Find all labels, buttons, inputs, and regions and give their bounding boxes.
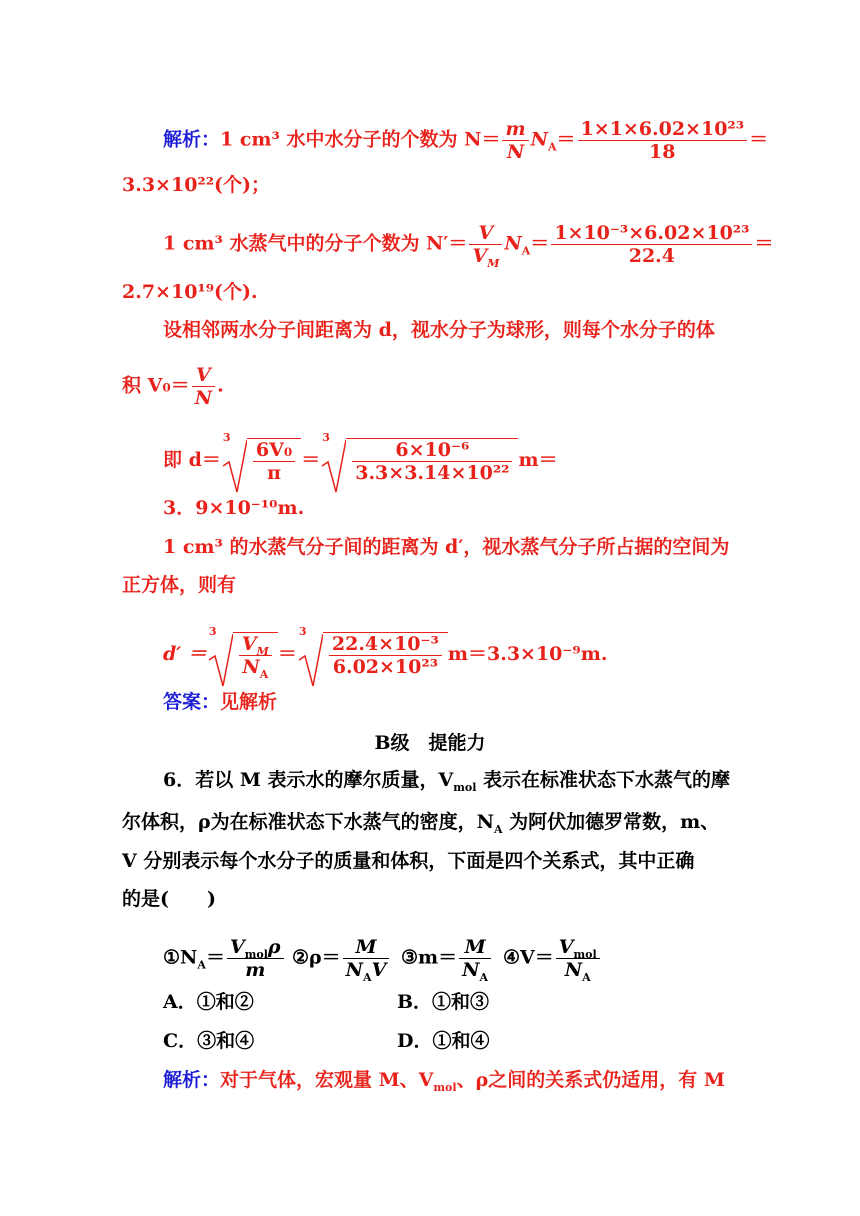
section-title: B级 提能力 xyxy=(374,732,486,754)
analysis-label: 解析： xyxy=(163,1069,221,1091)
formula-4: ④V＝ $\frac{V_{mol}}{N_A}$ xyxy=(503,936,602,981)
formula-3: ③m＝ $\frac{M}{N_A}$ xyxy=(401,936,493,981)
cube-root: 3 $\frac{\text{6×10⁻⁶}}{\text{3.3×3.14×10²²}}$ xyxy=(320,438,518,484)
option-d[interactable]: D．①和④ xyxy=(397,1030,490,1052)
solution-line-1: 解析：1 cm³ 水中水分子的个数为 N＝ $\frac{m}{N}$ $N_A=$ $\frac{\text{1×1×6.02×10²³}}{18}$ ＝ xyxy=(163,118,769,163)
solution-line-6: d′ ＝ 3 $\frac{V_M}{N_A}$ ＝ 3 $\frac{\text{22.4×10⁻³}}{\text{6.02×10²³}}$ m＝3.3×10⁻⁹m. xyxy=(163,632,607,678)
fraction: $\frac{m}{N}$ xyxy=(502,118,528,163)
solution-line-5b: 正方体，则有 xyxy=(122,574,237,596)
solution-line-1b: 3.3×10²²(个)； xyxy=(122,174,271,196)
question-line-2: 尔体积，ρ为在标准状态下水蒸气的密度，$N_A$ 为阿伏加德罗常数，m、 xyxy=(122,811,720,836)
cube-root: 3 $\frac{V_M}{N_A}$ xyxy=(207,632,278,678)
solution-label: 解析： xyxy=(163,128,221,151)
question-line-1: 6．若以 M 表示水的摩尔质量，$V_{mol}$ 表示在标准状态下水蒸气的摩 xyxy=(163,769,731,794)
solution-text: 1 cm³ 水中水分子的个数为 N＝ xyxy=(220,128,501,151)
fraction: $\frac{\text{1×10⁻³×6.02×10²³}}{22.4}$ xyxy=(551,222,752,267)
answer-line xyxy=(163,690,277,714)
cube-root: 3 $\frac{\text{6V₀}}{\pi}$ xyxy=(221,438,301,484)
fraction: $\frac{\text{1×1×6.02×10²³}}{18}$ xyxy=(578,118,748,163)
question-line-3: V 分别表示每个水分子的质量和体积，下面是四个关系式，其中正确 xyxy=(122,850,695,872)
solution-line-3: 设相邻两水分子间距离为 d，视水分子为球形，则每个水分子的体 xyxy=(163,319,715,341)
solution-line-2b: 2.7×10¹⁹(个). xyxy=(122,281,258,303)
solution-line-3b: 积 V₀＝ $\frac{V}{N}$ . xyxy=(122,364,224,409)
analysis-line: 解析：对于气体，宏观量 M、$V_{mol}$、ρ之间的关系式仍适用，有 M xyxy=(163,1069,725,1094)
formula-2: ②ρ＝ $\frac{M}{N_AV}$ xyxy=(292,936,391,981)
answer-label: 答案： xyxy=(163,691,221,713)
option-a[interactable]: A．①和② xyxy=(163,991,254,1013)
radical-sign xyxy=(207,632,233,688)
solution-line-4b: 3．9×10⁻¹⁰m. xyxy=(163,497,305,519)
radical-sign xyxy=(297,632,323,688)
option-b[interactable]: B．①和③ xyxy=(397,991,490,1013)
fraction: $\frac{V}{V_M}$ xyxy=(469,222,502,267)
option-c[interactable]: C．③和④ xyxy=(163,1030,255,1052)
question-line-4: 的是( ) xyxy=(122,888,216,910)
solution-line-2: 1 cm³ 水蒸气中的分子个数为 N′＝ $\frac{V}{V_M}$ $N_A=$ $\frac{\text{1×10⁻³×6.02×10²³}}{22.4}$ ＝ xyxy=(163,222,774,270)
cube-root: 3 $\frac{\text{22.4×10⁻³}}{\text{6.02×10²³}}$ xyxy=(297,632,448,678)
answer-text: 见解析 xyxy=(220,691,278,713)
solution-line-4: 即 d＝ 3 $\frac{\text{6V₀}}{\pi}$ ＝ 3 $\frac{\text{6×10⁻⁶}}{\text{3.3×3.14×10²²}}$ m＝ xyxy=(163,438,558,484)
solution-line-5: 1 cm³ 的水蒸气分子间的距离为 d′，视水蒸气分子所占据的空间为 xyxy=(163,536,730,558)
radical-sign xyxy=(320,438,346,494)
formula-1: $①N_A=$ $\frac{V_{mol}\rho}{m}$ xyxy=(163,936,286,981)
fraction: $\frac{V}{N}$ xyxy=(192,364,215,409)
radical-sign xyxy=(221,438,247,494)
